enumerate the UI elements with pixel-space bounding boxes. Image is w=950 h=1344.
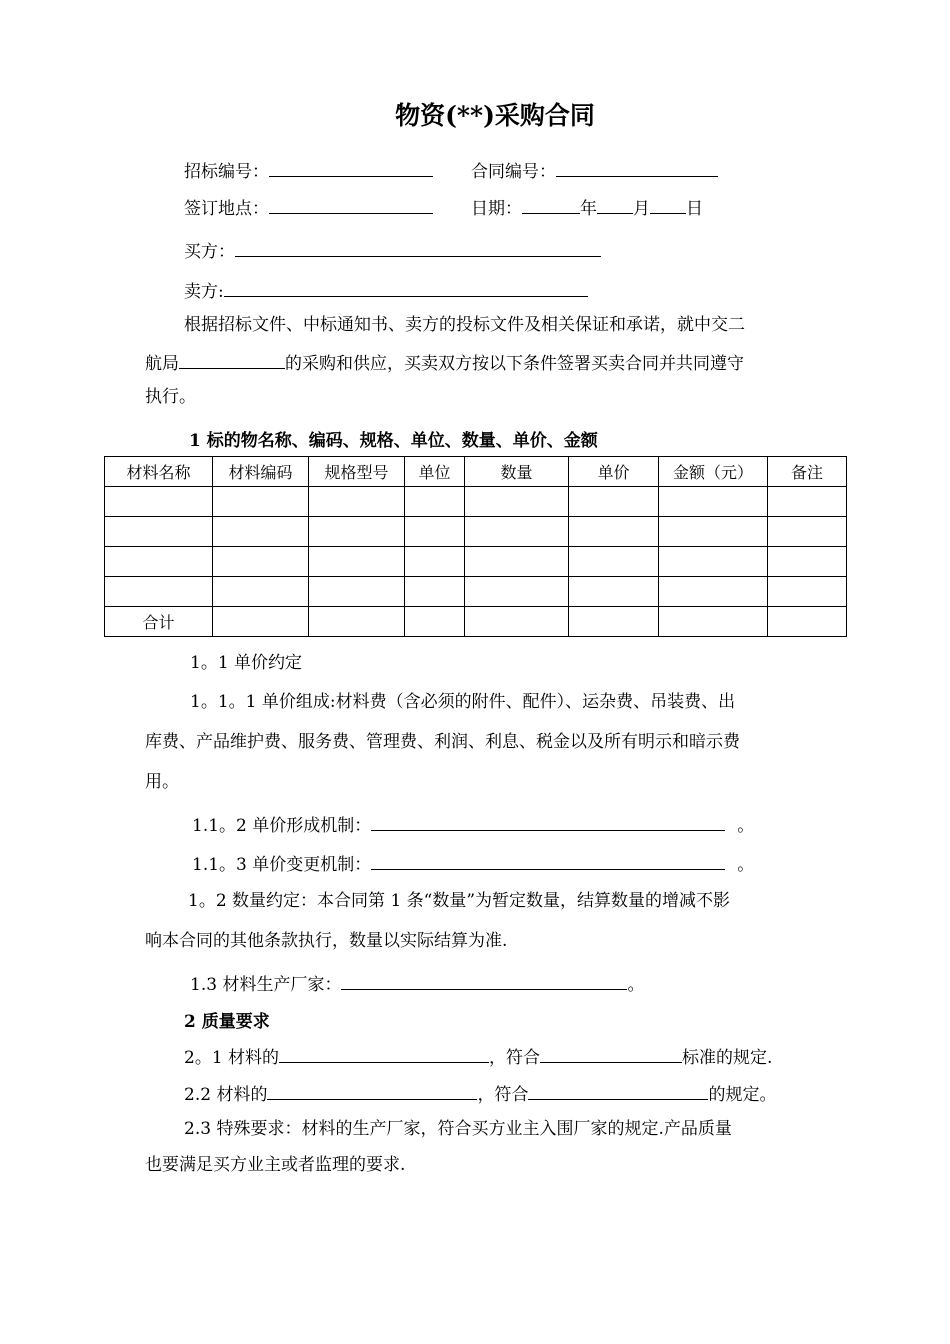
table-cell[interactable] — [309, 487, 405, 517]
table-cell[interactable] — [309, 517, 405, 547]
contract-number-label: 合同编号： — [471, 162, 556, 182]
date-field — [471, 195, 703, 220]
signing-place-blank[interactable] — [269, 195, 433, 214]
column-header: 单位 — [405, 457, 465, 487]
material-blank[interactable] — [267, 1081, 477, 1100]
clause-1-1: 1。1 单价约定 — [190, 653, 303, 673]
clause-1-1-1-line-1: 1。1。1 单价组成:材料费（含必须的附件、配件）、运杂费、吊装费、出 — [190, 692, 736, 712]
items-table — [104, 456, 847, 637]
seller-field — [184, 278, 588, 303]
clause-2-1 — [184, 1044, 772, 1069]
table-cell[interactable] — [309, 547, 405, 577]
clause-1-2-line-2: 响本合同的其他条款执行，数量以实际结算为准. — [145, 931, 508, 951]
regulation-blank[interactable] — [528, 1081, 708, 1100]
table-header-row — [105, 457, 847, 487]
clause-2-3-line-1: 2.3 特殊要求：材料的生产厂家，符合买方业主入围厂家的规定.产品质量 — [184, 1119, 732, 1139]
table-cell[interactable] — [105, 577, 213, 607]
column-header: 数量 — [465, 457, 569, 487]
clause-1-1-3 — [192, 851, 754, 876]
table-cell[interactable] — [309, 607, 405, 637]
column-header: 材料名称 — [105, 457, 213, 487]
column-header: 材料编码 — [213, 457, 309, 487]
table-cell[interactable] — [768, 607, 847, 637]
clause-2-2-mid: ，符合 — [477, 1085, 529, 1105]
period-mark: 。 — [737, 855, 755, 875]
table-row — [105, 517, 847, 547]
table-cell[interactable] — [105, 547, 213, 577]
table-cell[interactable] — [465, 547, 569, 577]
bid-number-label: 招标编号： — [184, 162, 269, 182]
table-cell[interactable] — [105, 517, 213, 547]
total-label: 合计 — [105, 607, 213, 637]
section-1-heading: 1 标的物名称、编码、规格、单位、数量、单价、金额 — [189, 431, 598, 451]
table-cell[interactable] — [659, 517, 768, 547]
bid-number-field — [184, 158, 433, 183]
table-cell[interactable] — [405, 487, 465, 517]
table-cell[interactable] — [213, 607, 309, 637]
table-cell[interactable] — [659, 487, 768, 517]
clause-2-1-start: 2。1 材料的 — [184, 1048, 280, 1068]
contract-number-field — [471, 158, 718, 183]
table-cell[interactable] — [768, 577, 847, 607]
table-cell[interactable] — [569, 487, 659, 517]
table-cell[interactable] — [213, 547, 309, 577]
material-blank[interactable] — [279, 1044, 489, 1063]
clause-2-2-end: 的规定。 — [708, 1085, 777, 1105]
intro-line-2-start: 航局 — [145, 354, 179, 374]
table-cell[interactable] — [659, 607, 768, 637]
table-cell[interactable] — [569, 517, 659, 547]
month-blank[interactable] — [597, 195, 633, 214]
table-cell[interactable] — [569, 547, 659, 577]
table-cell[interactable] — [768, 487, 847, 517]
clause-2-3-line-2: 也要满足买方业主或者监理的要求. — [145, 1155, 406, 1175]
table-cell[interactable] — [465, 517, 569, 547]
table-cell[interactable] — [105, 487, 213, 517]
clause-1-2-line-1: 1。2 数量约定：本合同第 1 条“数量”为暂定数量，结算数量的增减不影 — [188, 891, 731, 911]
column-header: 单价 — [569, 457, 659, 487]
seller-label: 卖方: — [184, 282, 224, 302]
table-cell[interactable] — [405, 547, 465, 577]
price-change-blank[interactable] — [371, 851, 725, 870]
column-header: 备注 — [768, 457, 847, 487]
signing-place-field — [184, 195, 433, 220]
project-blank[interactable] — [179, 350, 285, 369]
table-cell[interactable] — [405, 517, 465, 547]
manufacturer-label: 1.3 材料生产厂家： — [190, 975, 342, 995]
table-row — [105, 577, 847, 607]
pricing-mechanism-blank[interactable] — [371, 812, 725, 831]
column-header: 金额（元） — [659, 457, 768, 487]
table-row — [105, 487, 847, 517]
table-cell[interactable] — [768, 517, 847, 547]
table-cell[interactable] — [569, 607, 659, 637]
bid-number-blank[interactable] — [269, 158, 433, 177]
table-cell[interactable] — [465, 607, 569, 637]
table-cell[interactable] — [309, 577, 405, 607]
column-header: 规格型号 — [309, 457, 405, 487]
day-label: 日 — [686, 199, 703, 219]
buyer-field — [184, 238, 601, 263]
clause-2-1-end: 标准的规定. — [682, 1048, 773, 1068]
clause-1-1-1-line-3: 用。 — [145, 772, 179, 792]
clause-2-2-start: 2.2 材料的 — [184, 1085, 268, 1105]
table-cell[interactable] — [405, 577, 465, 607]
date-label: 日期： — [471, 199, 522, 219]
table-total-row — [105, 607, 847, 637]
table-row — [105, 547, 847, 577]
table-cell[interactable] — [213, 577, 309, 607]
clause-2-1-mid: ，符合 — [489, 1048, 541, 1068]
clause-2-2 — [184, 1081, 776, 1106]
year-label: 年 — [580, 199, 597, 219]
clause-1-1-1-line-2: 库费、产品维护费、服务费、管理费、利润、利息、税金以及所有明示和暗示费 — [145, 732, 740, 752]
seller-blank[interactable] — [224, 278, 588, 297]
manufacturer-blank[interactable] — [341, 971, 627, 990]
buyer-label: 买方： — [184, 242, 235, 262]
month-label: 月 — [633, 199, 650, 219]
table-cell[interactable] — [213, 517, 309, 547]
section-2-heading: 2 质量要求 — [184, 1012, 270, 1032]
table-cell[interactable] — [465, 577, 569, 607]
buyer-blank[interactable] — [235, 238, 601, 257]
document-title: 物资(**)采购合同 — [395, 101, 595, 130]
year-blank[interactable] — [522, 195, 580, 214]
contract-number-blank[interactable] — [556, 158, 718, 177]
period-mark: 。 — [627, 975, 645, 995]
price-change-label: 1.1。3 单价变更机制： — [192, 855, 372, 875]
intro-line-2 — [145, 350, 744, 375]
table-cell[interactable] — [768, 547, 847, 577]
table-cell[interactable] — [465, 487, 569, 517]
day-blank[interactable] — [650, 195, 686, 214]
intro-line-3: 执行。 — [145, 387, 196, 407]
table-cell[interactable] — [569, 577, 659, 607]
pricing-mechanism-label: 1.1。2 单价形成机制： — [192, 816, 372, 836]
table-cell[interactable] — [659, 577, 768, 607]
period-mark: 。 — [737, 816, 755, 836]
clause-1-3 — [190, 971, 644, 996]
signing-place-label: 签订地点： — [184, 199, 269, 219]
table-cell[interactable] — [405, 607, 465, 637]
intro-line-2-end: 的采购和供应，买卖双方按以下条件签署买卖合同并共同遵守 — [285, 354, 744, 374]
table-cell[interactable] — [213, 487, 309, 517]
table-cell[interactable] — [659, 547, 768, 577]
intro-line-1: 根据招标文件、中标通知书、卖方的投标文件及相关保证和承诺，就中交二 — [184, 315, 745, 335]
standard-blank[interactable] — [540, 1044, 682, 1063]
clause-1-1-2 — [192, 812, 754, 837]
